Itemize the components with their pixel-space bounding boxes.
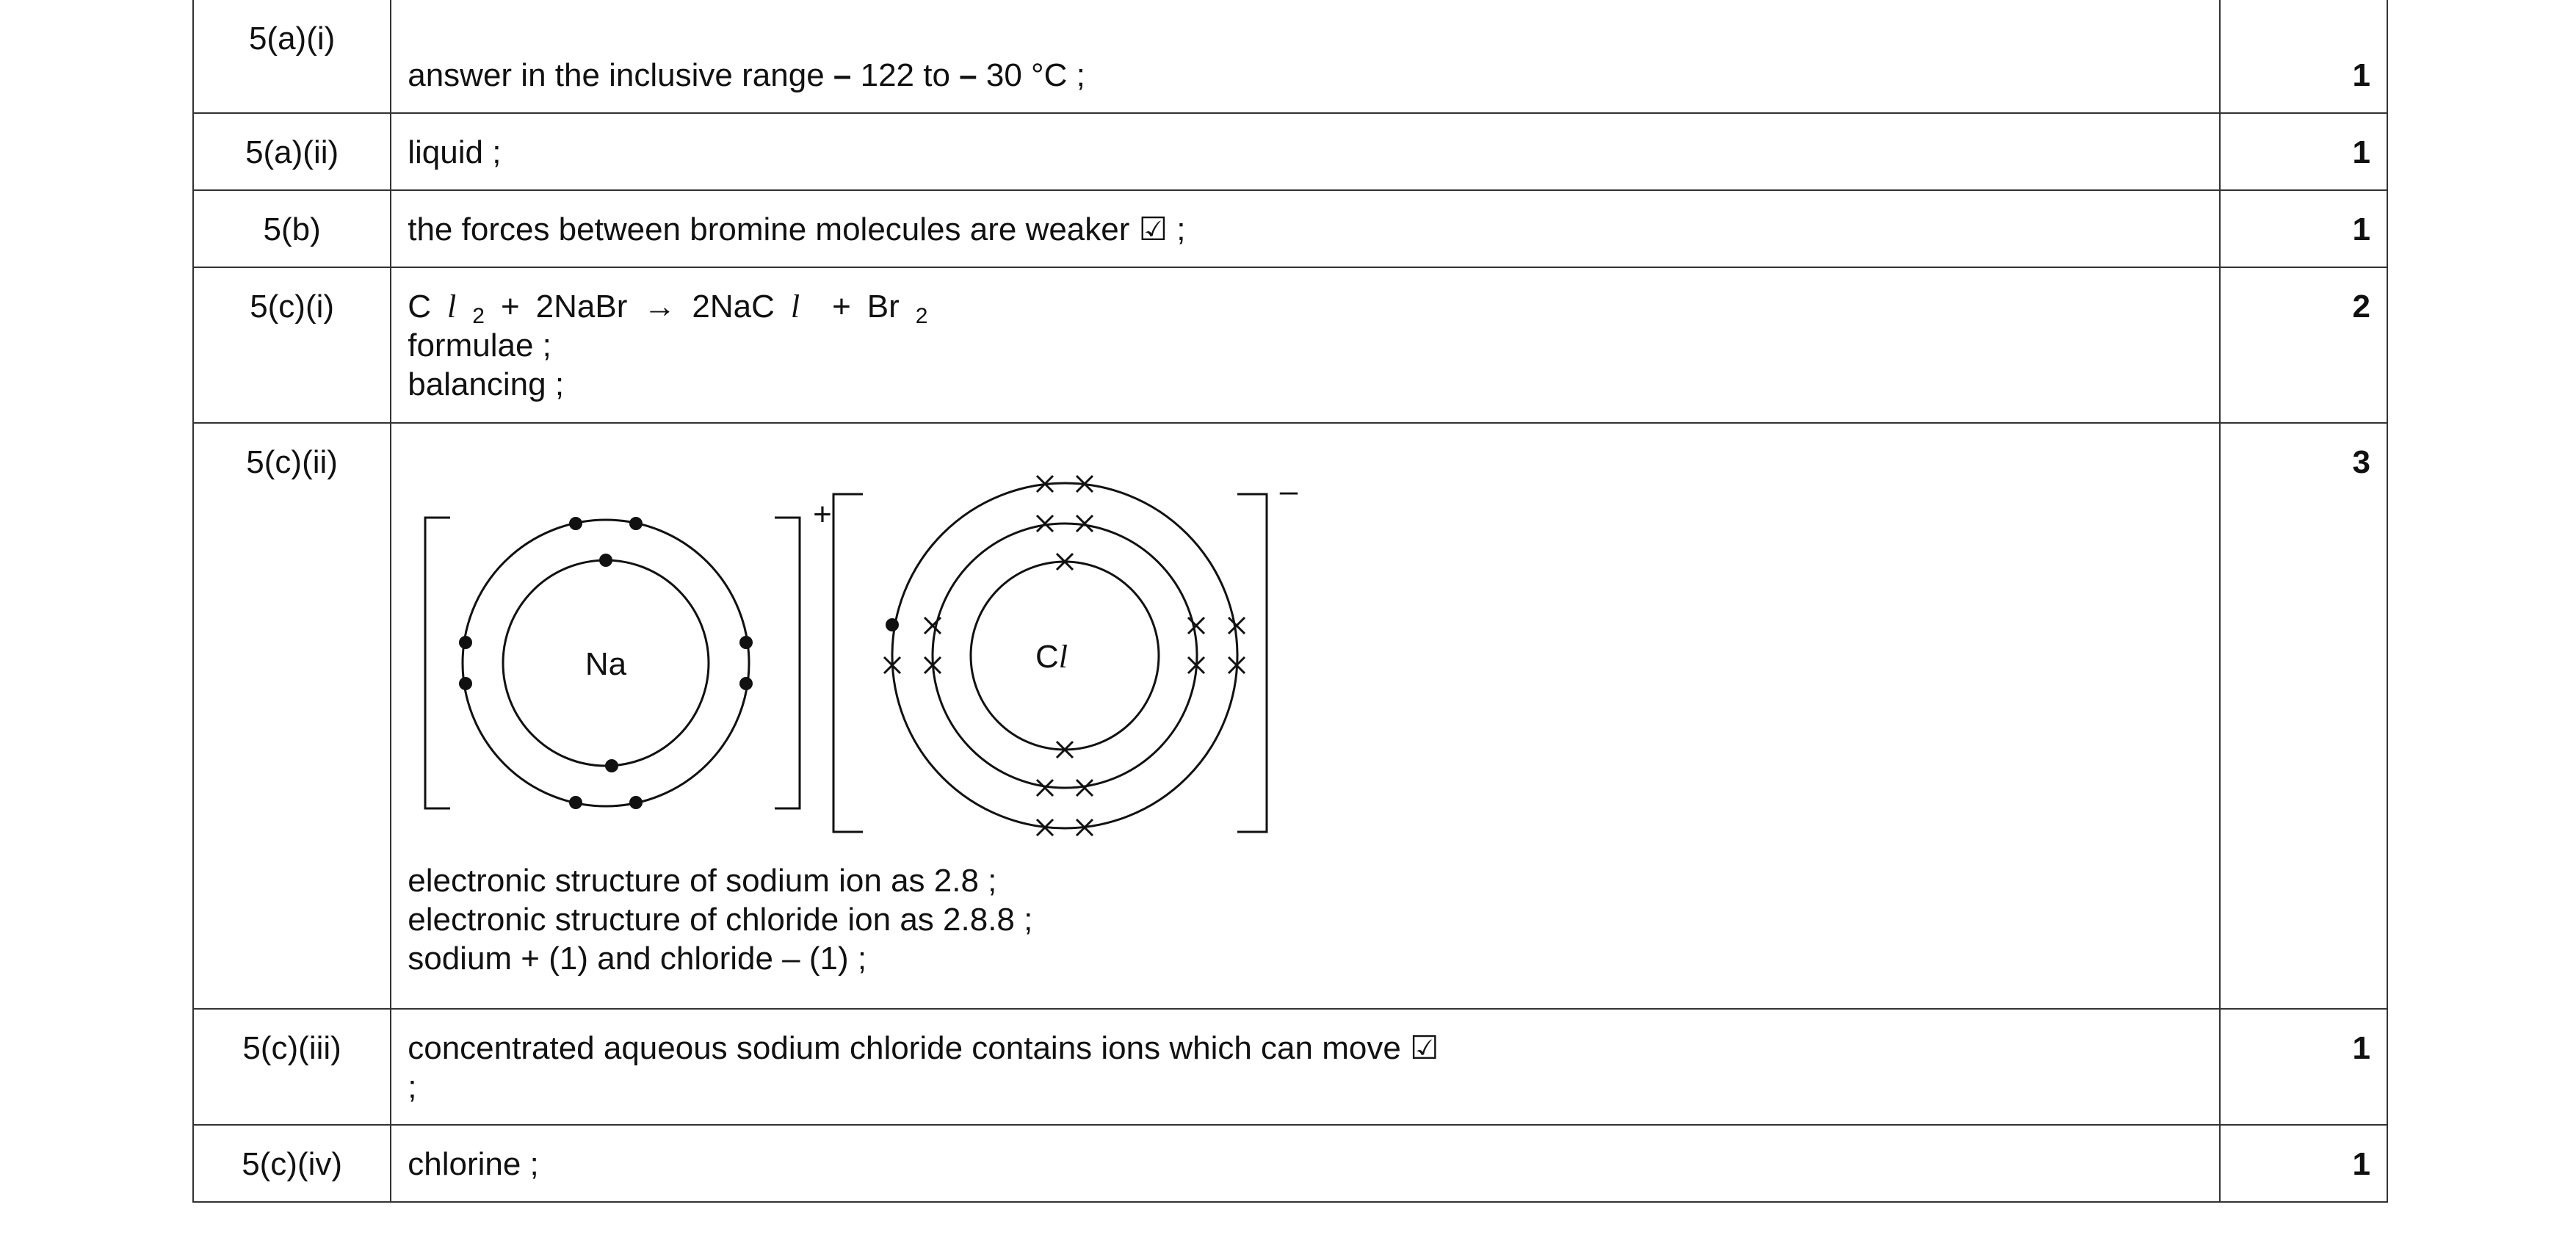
right-bracket — [1237, 494, 1267, 832]
marking-point: electronic structure of sodium ion as 2.8 ; — [408, 863, 997, 899]
chloride-charge: – — [1279, 473, 1298, 509]
table-row — [193, 267, 2387, 423]
left-bracket — [833, 494, 863, 832]
marks-cell: 2 — [2220, 267, 2387, 423]
left-bracket — [425, 518, 450, 808]
answer-cell — [391, 113, 2220, 190]
table-row — [193, 423, 2387, 1009]
dot-cross-diagram — [408, 472, 1362, 854]
answer-text: chlorine ; — [408, 1146, 539, 1182]
right-bracket — [775, 518, 800, 808]
answer-text: answer in the inclusive range – 122 to – 30 °C ; — [408, 57, 1085, 93]
sodium-label: Na — [585, 646, 627, 682]
answer-cell — [391, 1125, 2220, 1202]
gained-electron-dot — [886, 618, 899, 631]
marking-point: sodium + (1) and chloride – (1) ; — [408, 941, 867, 977]
marks-cell: 1 — [2220, 190, 2387, 267]
question-number: 5(a)(i) — [193, 0, 391, 113]
answer-cell — [391, 1009, 2220, 1125]
answer-text: liquid ; — [408, 134, 502, 170]
marking-point: balancing ; — [408, 366, 565, 402]
question-number: 5(b) — [193, 190, 391, 267]
minus-sign: – — [833, 57, 852, 93]
answer-text: the forces between bromine molecules are weaker ☑ ; — [408, 211, 1186, 247]
question-number: 5(c)(iii) — [193, 1009, 391, 1125]
marks-cell: 1 — [2220, 113, 2387, 190]
marks-cell: 1 — [2220, 1125, 2387, 1202]
minus-sign: – — [959, 57, 977, 93]
answer-cell — [391, 423, 2220, 1009]
answer-cell — [391, 0, 2220, 113]
table-row — [193, 190, 2387, 267]
marks-cell: 1 — [2220, 1009, 2387, 1125]
table-row — [193, 1009, 2387, 1125]
chloride-label: Cl — [1035, 639, 1068, 675]
reaction-arrow: → — [643, 289, 676, 325]
question-number: 5(a)(ii) — [193, 113, 391, 190]
marks-cell: 1 — [2220, 0, 2387, 113]
question-number: 5(c)(i) — [193, 267, 391, 423]
marking-point: concentrated aqueous sodium chloride contains ions which can move ☑ — [408, 1030, 1439, 1066]
question-number: 5(c)(ii) — [193, 423, 391, 1009]
mark-scheme-table — [192, 0, 2388, 1203]
marks-cell: 3 — [2220, 423, 2387, 1009]
question-number: 5(c)(iv) — [193, 1125, 391, 1202]
marking-point: ; — [408, 1069, 417, 1105]
chemical-equation: C l $_2$ + 2NaBr → 2NaC l + Br $_2$ — [408, 289, 928, 328]
answer-cell — [391, 190, 2220, 267]
sodium-charge: + — [813, 496, 833, 532]
table-row — [193, 113, 2387, 190]
answer-cell — [391, 267, 2220, 423]
marking-point: electronic structure of chloride ion as 2.8.8 ; — [408, 902, 1033, 938]
table-row — [193, 1125, 2387, 1202]
table-row — [193, 0, 2387, 113]
marking-point: formulae ; — [408, 327, 551, 363]
